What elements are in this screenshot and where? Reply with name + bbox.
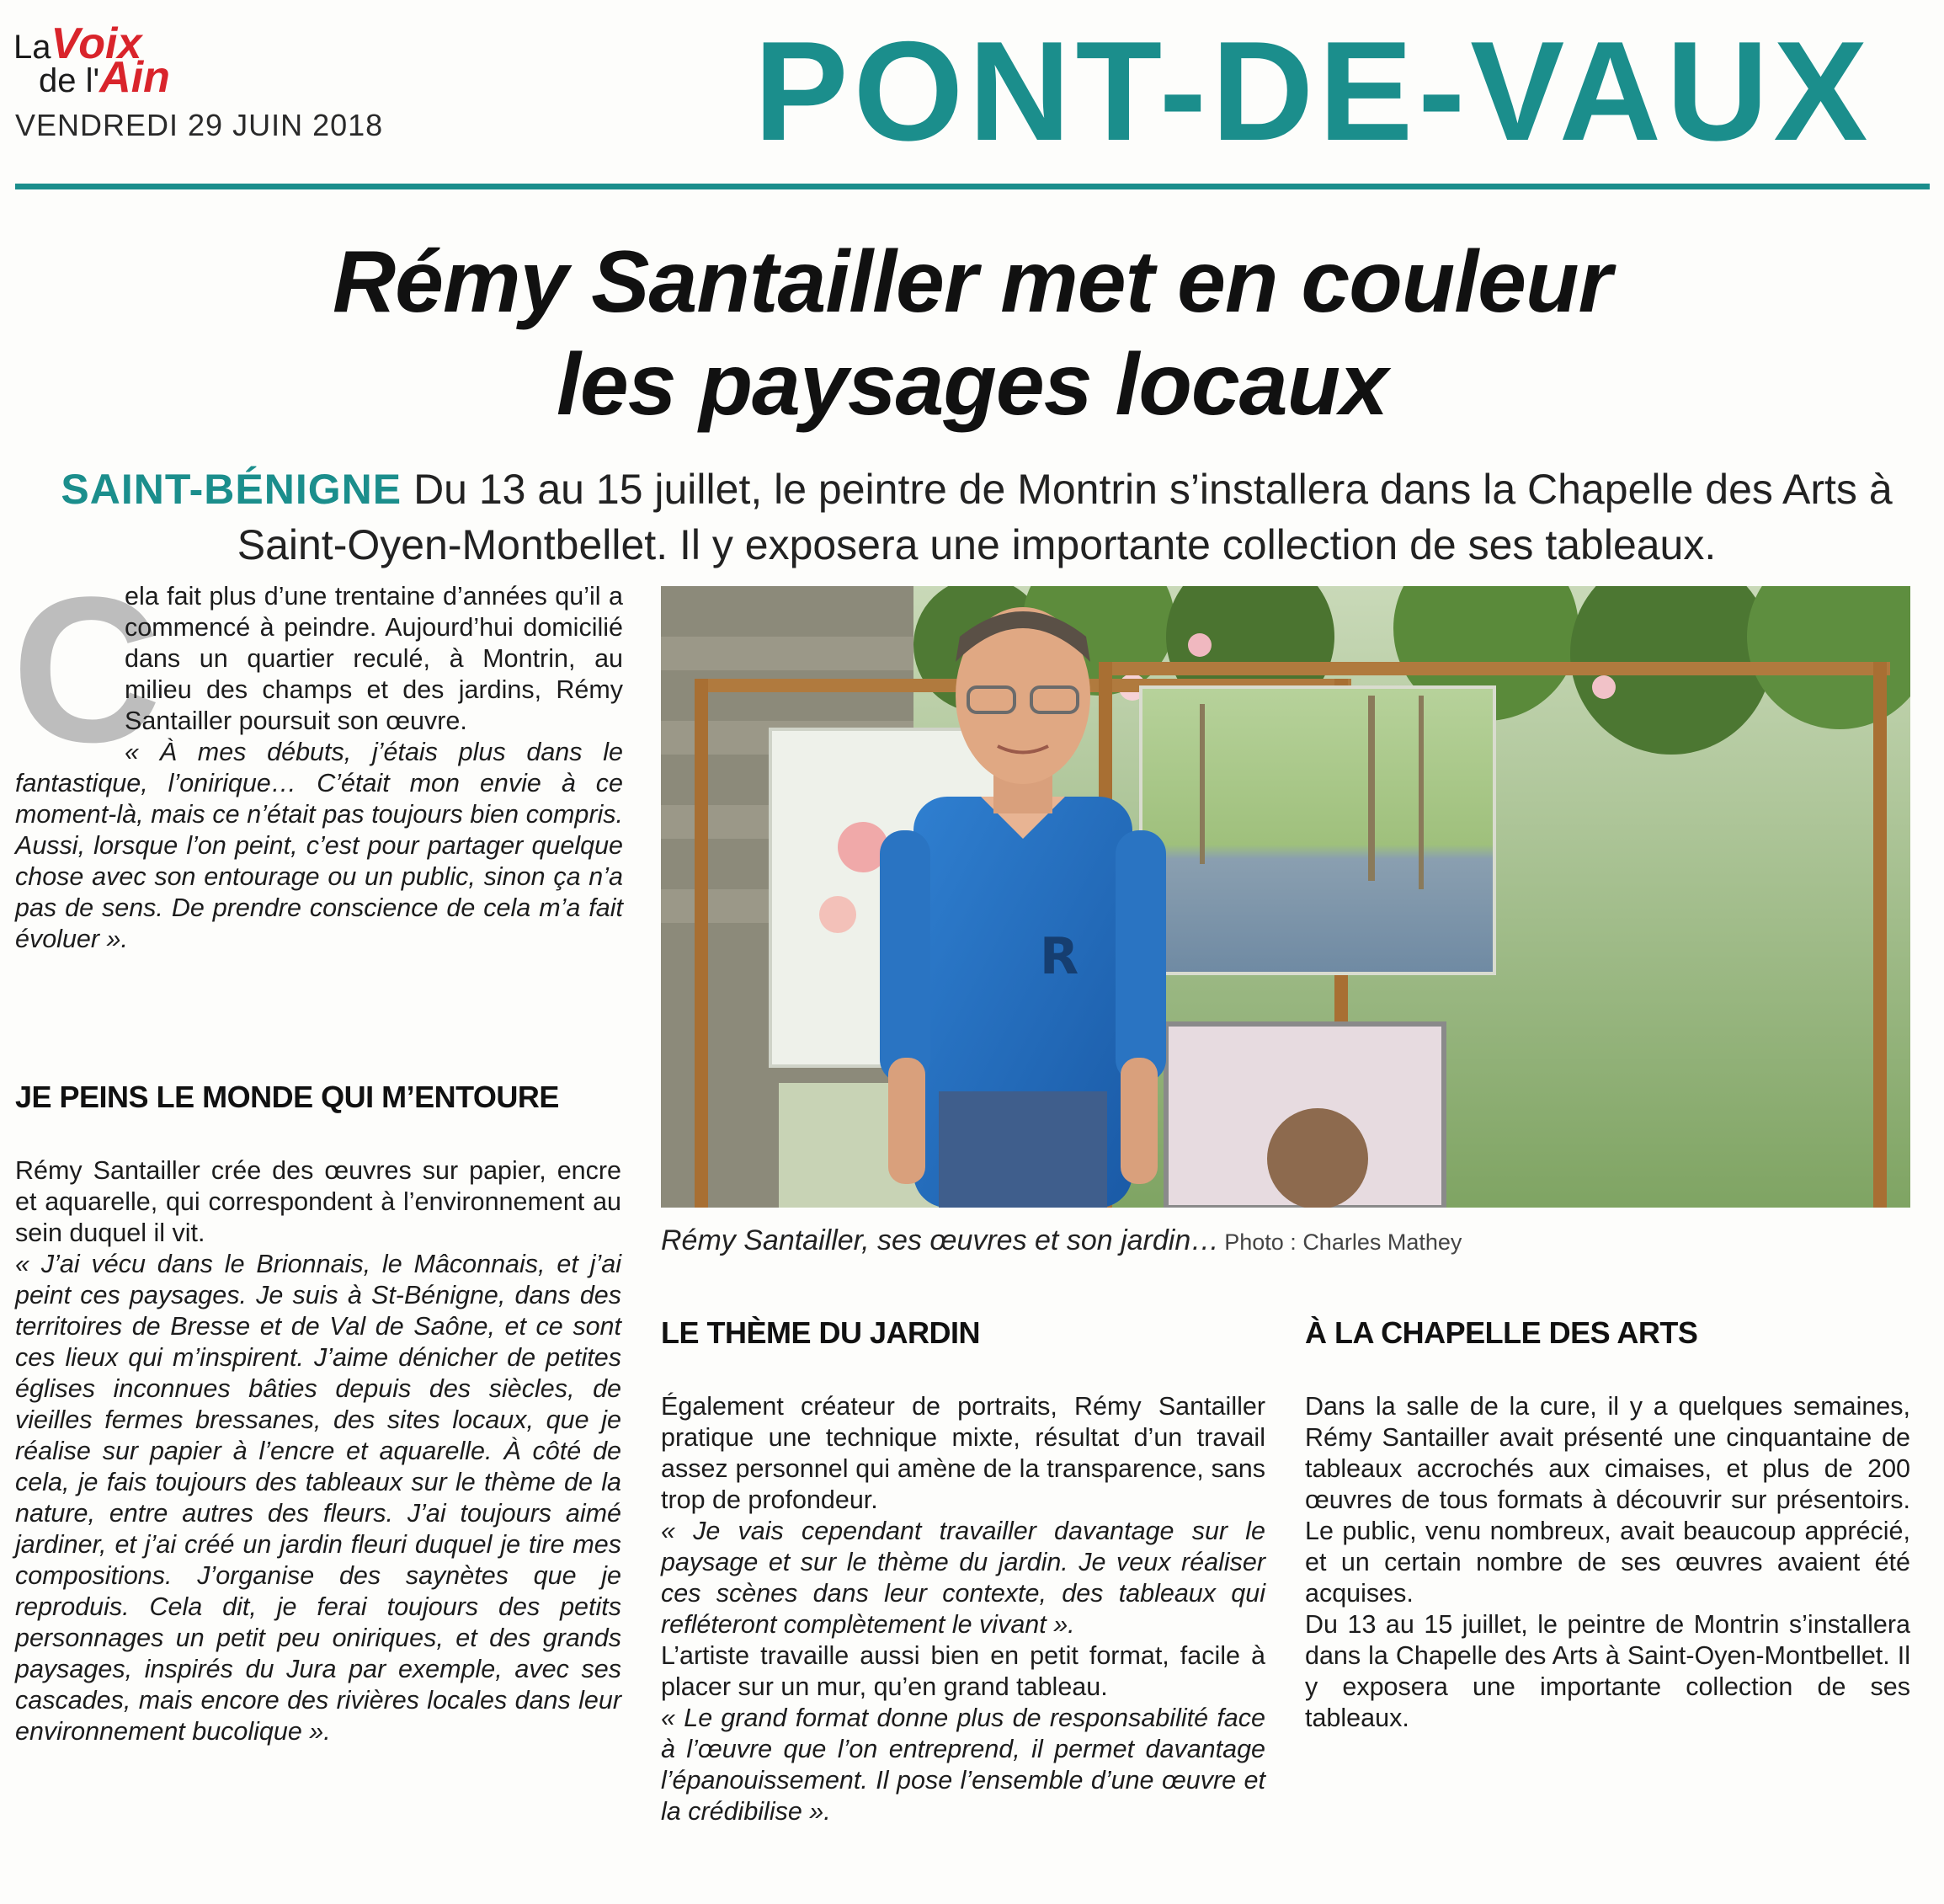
- intro-quote: « À mes débuts, j’étais plus dans le fantastique, l’onirique… C’était mon envie à ce moment-là, mais ce n’était pas toujours bien compris. Aussi, lorsque l’on peint, c’est pour partager quelque chose avec son entourage ou un public, sinon ça n’a pas de sens. De prendre conscience de cela m’a fait évoluer ».: [15, 738, 623, 953]
- logo-voix: Voix: [51, 19, 142, 68]
- svg-text:R: R: [1040, 927, 1079, 986]
- section-1-paragraph: Rémy Santailler crée des œuvres sur papier, encre et aquarelle, qui correspondent à l’environnement au sein duquel il vit.: [15, 1156, 621, 1247]
- headline-line-2: les paysages locaux: [557, 336, 1387, 434]
- lead-location: SAINT-BÉNIGNE: [61, 466, 402, 513]
- subhead-chapelle-arts: À LA CHAPELLE DES ARTS: [1305, 1315, 1698, 1350]
- section-title: PONT-DE-VAUX: [754, 12, 1873, 170]
- section-2-body: [661, 1391, 1265, 1827]
- logo-de: de l': [39, 62, 100, 99]
- issue-date: VENDREDI 29 JUIN 2018: [15, 108, 384, 142]
- photo-caption: [661, 1224, 1462, 1257]
- section-2-paragraph-1: Également créateur de portraits, Rémy Santailler pratique une technique mixte, résultat d’un travail assez personnel qui amène de la transparence, sans trop de profondeur.: [661, 1392, 1265, 1514]
- logo-ain: Ain: [99, 53, 170, 102]
- subhead-je-peins: JE PEINS LE MONDE QUI M’ENTOURE: [15, 1080, 559, 1114]
- subhead-theme-jardin: LE THÈME DU JARDIN: [661, 1315, 981, 1350]
- article-intro: [12, 554, 623, 1036]
- section-1-body: [15, 1155, 621, 1747]
- newspaper-logo: [13, 12, 232, 102]
- section-divider: [15, 184, 1930, 189]
- logo-line-2: [39, 53, 170, 102]
- section-2-paragraph-2: L’artiste travaille aussi bien en petit format, facile à placer sur un mur, qu’en grand tableau.: [661, 1641, 1265, 1701]
- photo-illustration: [661, 586, 1910, 1208]
- lead-text: Du 13 au 15 juillet, le peintre de Montrin s’installera dans la Chapelle des Arts à Saint-Oyen-Montbellet. Il y exposera une importante collection de ses tableaux.: [237, 466, 1893, 568]
- section-3-paragraph-2: Du 13 au 15 juillet, le peintre de Montrin s’installera dans la Chapelle des Arts à Saint-Oyen-Montbellet. Il y exposera une importante collection de ses tableaux.: [1305, 1610, 1910, 1732]
- article-photo: [661, 586, 1910, 1208]
- section-2-quote-2: « Le grand format donne plus de responsabilité face à l’œuvre que l’on entreprend, il permet davantage l’épanouissement. Il pose l’ensemble d’une œuvre et la crédibilise ».: [661, 1704, 1265, 1826]
- article-headline: [34, 231, 1910, 436]
- section-1-quote: « J’ai vécu dans le Brionnais, le Mâconnais, et j’ai peint ces paysages. Je suis à St-Bénigne, dans des territoires de Bresse et de Val de Saône, et ce sont ces lieux qui m’inspirent. J’aime dénicher de petites églises inconnues bâties depuis des siècles, de vieilles fermes bressanes, des sites locaux, que je réalise sur papier à l’encre et aquarelle. À côté de cela, je fais toujours des tableaux sur le thème de la nature, entre autres des fleurs. J’ai toujours aimé jardiner, et j’ai créé un jardin fleuri duquel je tire mes compositions. J’organise des saynètes que je reproduis. Cela dit, je ferai toujours des petits personnages un petit peu oniriques, et des grands paysages, inspirés du Jura par exemple, avec ses cascades, mais encore des rivières locales dans leur environnement bucolique ».: [15, 1250, 621, 1746]
- logo-la: La: [13, 29, 51, 66]
- headline-line-1: Rémy Santailler met en couleur: [333, 233, 1611, 331]
- photo-credit: Photo : Charles Mathey: [1224, 1229, 1462, 1255]
- article-lead: [59, 461, 1894, 573]
- intro-paragraph: ela fait plus d’une trentaine d’années qu’il a commencé à peindre. Aujourd’hui domicilié dans un quartier reculé, à Montrin, au milieu des champs et des jardins, Rémy Santailler poursuit son œuvre.: [125, 582, 623, 735]
- drop-cap: C: [12, 554, 162, 786]
- section-2-quote-1: « Je vais cependant travailler davantage sur le paysage et sur le thème du jardin. Je veux réaliser ces scènes dans leur contexte, des tableaux qui refléteront complètement le vivant ».: [661, 1517, 1265, 1639]
- caption-text: Rémy Santailler, ses œuvres et son jardin…: [661, 1224, 1220, 1256]
- section-3-body: [1305, 1391, 1910, 1734]
- section-3-paragraph-1: Dans la salle de la cure, il y a quelques semaines, Rémy Santailler avait présenté une cinquantaine de tableaux accrochés aux cimaises, et plus de 200 œuvres de tous formats à découvrir sur présentoirs. Le public, venu nombreux, avait beaucoup apprécié, et un certain nombre de ses œuvres avaient été acquises.: [1305, 1392, 1910, 1608]
